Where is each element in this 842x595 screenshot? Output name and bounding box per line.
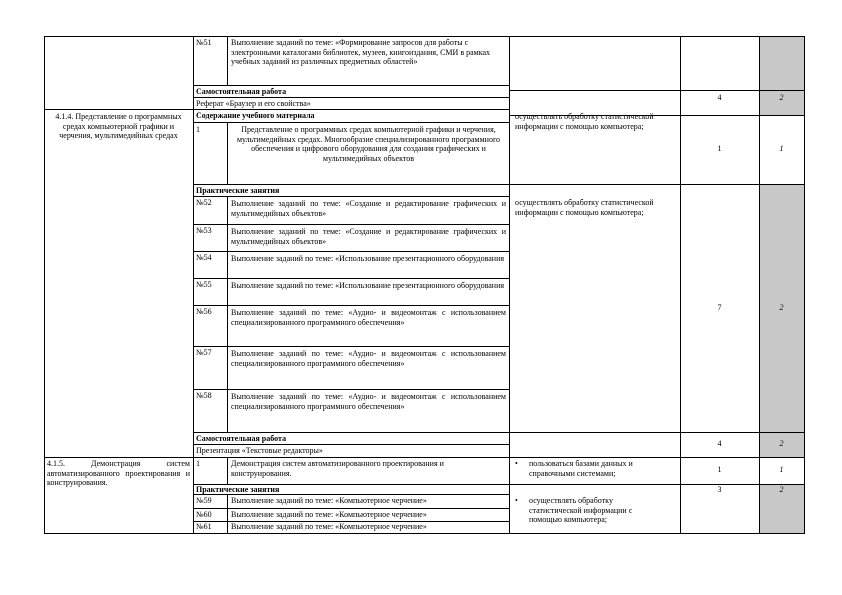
level-value: 1 [779, 465, 784, 474]
task-description: Выполнение заданий по теме: «Использование презентационного оборудования [231, 281, 505, 290]
content-item-text: Представление о программных средах компьютерной графики и черчения, мультимедийных средах. Многообразие специализированного программного обеспечения и цифрового оборудования для создания графических и мультимедийных объектов [236, 125, 501, 163]
row-divider [509, 90, 805, 91]
row-number: №55 [196, 280, 212, 289]
task-description: Выполнение заданий по теме: «Аудио- и видеомонтаж с использованием специализированного программного обеспечения» [231, 349, 506, 368]
row-divider [193, 196, 510, 197]
task-description: Выполнение заданий по теме: «Использование презентационного оборудования [231, 254, 505, 263]
self-study-heading: Самостоятельная работа [196, 87, 287, 96]
level-value: 2 [779, 485, 784, 494]
competence-text: осуществлять обработку статистической информации с помощью компьютера; [515, 112, 654, 131]
level-value: 2 [779, 93, 784, 102]
level-value: 2 [779, 303, 784, 312]
hours-value: 7 [717, 303, 722, 312]
self-study-text: Презентация «Текстовые редакторы» [196, 446, 323, 455]
task-description: Выполнение заданий по теме: «Создание и редактирование графических и мультимедийных объектов» [231, 199, 506, 218]
row-divider [193, 346, 510, 347]
task-description: Выполнение заданий по теме: «Компьютерное черчение» [231, 496, 427, 505]
hours-value: 3 [717, 485, 722, 494]
row-number: №59 [196, 496, 212, 505]
row-number: №52 [196, 198, 212, 207]
row-number: №58 [196, 391, 212, 400]
row-divider [193, 224, 510, 225]
competence-bullet: • [515, 459, 518, 468]
content-heading: Содержание учебного материала [196, 111, 315, 120]
row-number: №53 [196, 226, 212, 235]
topic-title: 4.1.5. Демонстрация систем автоматизированного проектирования и конструирования. [47, 459, 190, 487]
table-border-right [804, 36, 805, 534]
competence-text: осуществлять обработку статистической информации с помощью компьютера; [529, 496, 633, 524]
task-description: Выполнение заданий по теме: «Формирование запросов для работы с электронными каталогами библиотек, музеев, книгоиздания, СМИ в рамках учебных заданий из различных предметных областей» [231, 38, 491, 66]
row-number: №56 [196, 307, 212, 316]
task-description: Выполнение заданий по теме: «Аудио- и видеомонтаж с использованием специализированного программного обеспечения» [231, 308, 506, 327]
row-number: №54 [196, 253, 212, 262]
task-description: Выполнение заданий по теме: «Создание и редактирование графических и мультимедийных объектов» [231, 227, 506, 246]
self-study-heading: Самостоятельная работа [196, 434, 287, 443]
row-divider [193, 278, 510, 279]
col-divider [509, 36, 510, 534]
row-divider [193, 122, 510, 123]
hours-value: 1 [717, 465, 722, 474]
item-number: 1 [196, 459, 200, 468]
row-divider [193, 251, 510, 252]
task-description: Выполнение заданий по теме: «Аудио- и видеомонтаж с использованием специализированного программного обеспечения» [231, 392, 506, 411]
content-item-text: Демонстрация систем автоматизированного проектирования и конструирования. [231, 459, 444, 478]
row-number: №60 [196, 510, 212, 519]
self-study-text: Реферат «Браузер и его свойства» [196, 99, 311, 108]
task-description: Выполнение заданий по теме: «Компьютерное черчение» [231, 522, 427, 531]
competence-text: пользоваться базами данных и справочными системами; [529, 459, 633, 478]
task-description: Выполнение заданий по теме: «Компьютерное черчение» [231, 510, 427, 519]
competence-bullet: • [515, 496, 518, 505]
practical-heading: Практические занятия [196, 186, 280, 195]
col-divider [759, 36, 760, 534]
row-divider [193, 389, 510, 390]
hours-value: 4 [717, 93, 722, 102]
hours-value: 4 [717, 439, 722, 448]
competence-text: осуществлять обработку статистической информации с помощью компьютера; [515, 198, 654, 217]
row-number: №61 [196, 522, 212, 531]
item-number: 1 [196, 125, 200, 134]
practical-heading: Практические занятия [196, 485, 280, 494]
col-divider [680, 36, 681, 534]
row-divider [193, 305, 510, 306]
row-number: №51 [196, 38, 212, 47]
row-number: №57 [196, 348, 212, 357]
hours-value: 1 [717, 144, 722, 153]
level-value: 2 [779, 439, 784, 448]
topic-title: 4.1.4. Представление о программных средах компьютерной графики и черчения, мультимедийных средах [55, 112, 182, 140]
table-border-bottom [44, 533, 805, 534]
level-value: 1 [779, 144, 784, 153]
